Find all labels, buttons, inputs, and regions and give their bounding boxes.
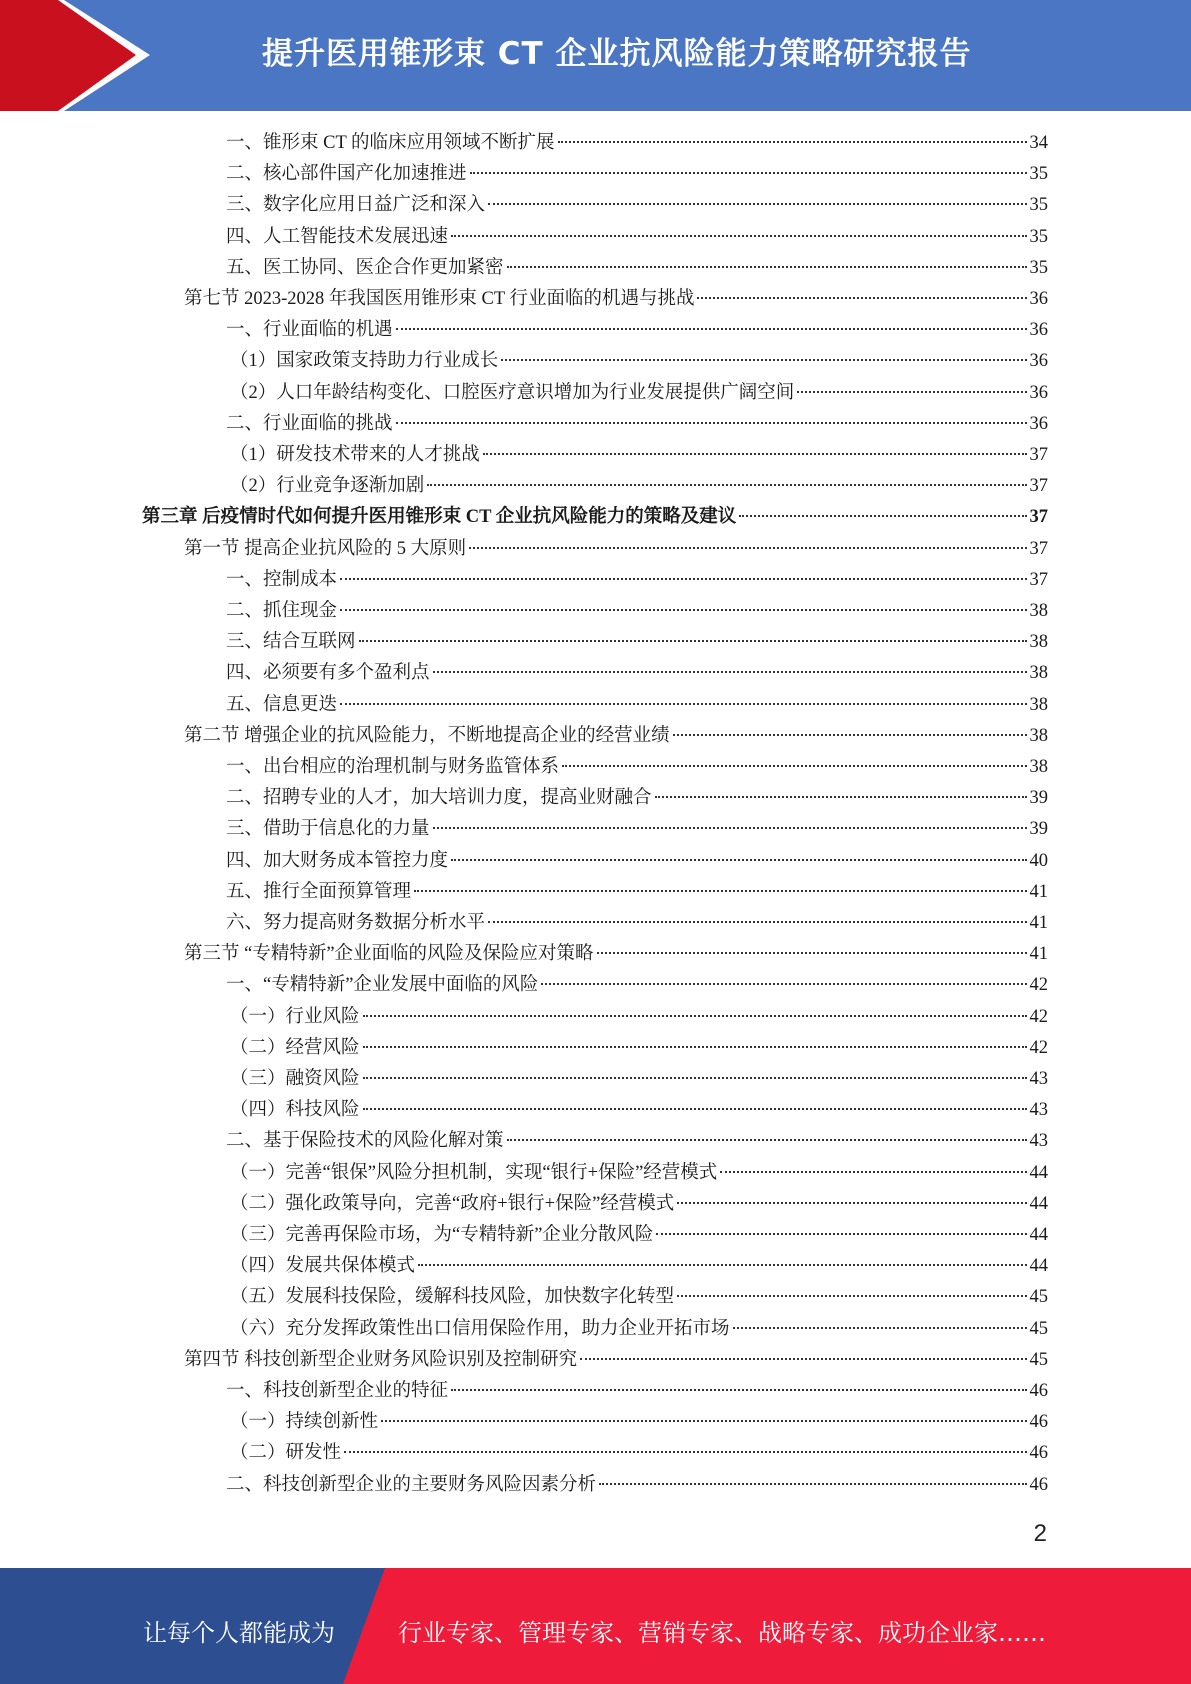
toc-entry-page: 38 (1029, 757, 1048, 777)
toc-entry-label: 五、医工协同、医企合作更加紧密 (226, 257, 504, 278)
toc-entry-page: 36 (1029, 320, 1048, 341)
toc-entry[interactable] (230, 1438, 1048, 1469)
toc-leader-dots (733, 1327, 1027, 1329)
toc-entry-page: 38 (1029, 725, 1048, 746)
toc-entry-label: （一）完善“银保”风险分担机制，实现“银行+保险”经营模式 (230, 1162, 718, 1183)
toc-entry-page: 35 (1029, 226, 1048, 247)
toc-entry[interactable] (230, 1064, 1048, 1095)
toc-entry[interactable] (184, 534, 1048, 565)
toc-entry-page: 37 (1029, 507, 1048, 528)
toc-entry-page: 41 (1029, 944, 1048, 965)
toc-entry[interactable] (226, 128, 1048, 159)
toc-leader-dots (507, 266, 1027, 268)
footer-slogan-right: 行业专家、管理专家、营销专家、战略专家、成功企业家…… (398, 1619, 1046, 1647)
toc-entry[interactable] (226, 1376, 1048, 1407)
toc-entry[interactable] (226, 752, 1048, 783)
toc-leader-dots (381, 1420, 1026, 1422)
toc-entry[interactable] (226, 222, 1048, 253)
toc-entry-label: 二、基于保险技术的风险化解对策 (226, 1131, 504, 1152)
toc-leader-dots (396, 328, 1027, 330)
toc-entry-page: 41 (1029, 881, 1048, 902)
toc-entry-page: 46 (1029, 1381, 1048, 1401)
toc-entry-label: 第三节 “专精特新”企业面临的风险及保险应对策略 (184, 944, 594, 965)
toc-entry[interactable] (230, 1033, 1048, 1064)
toc-entry-label: （二）研发性 (230, 1443, 342, 1464)
toc-leader-dots (677, 1202, 1026, 1204)
toc-entry-label: （1）国家政策支持助力行业成长 (230, 351, 499, 372)
toc-leader-dots (597, 952, 1027, 954)
toc-leader-dots (501, 359, 1026, 361)
toc-entry[interactable] (230, 1251, 1048, 1282)
toc-entry-label: （二）经营风险 (230, 1037, 360, 1058)
toc-leader-dots (418, 1264, 1026, 1266)
toc-leader-dots (673, 734, 1027, 736)
toc-leader-dots (340, 578, 1026, 580)
toc-leader-dots (451, 859, 1026, 861)
toc-entry-label: 四、加大财务成本管控力度 (226, 850, 449, 871)
toc-entry-page: 46 (1029, 1412, 1048, 1433)
toc-entry-page: 34 (1029, 133, 1048, 153)
toc-leader-dots (427, 484, 1026, 486)
toc-entry-label: 三、数字化应用日益广泛和深入 (226, 195, 486, 216)
toc-entry[interactable] (226, 908, 1048, 939)
toc-entry-label: （二）强化政策导向，完善“政府+银行+保险”经营模式 (230, 1193, 675, 1214)
toc-entry-page: 44 (1029, 1256, 1048, 1277)
toc-entry-page: 42 (1029, 1006, 1048, 1027)
toc-entry-page: 37 (1029, 569, 1048, 590)
toc-entry[interactable] (184, 284, 1048, 315)
toc-entry[interactable] (226, 190, 1048, 221)
toc-entry-label: 一、出台相应的治理机制与财务监管体系 (226, 757, 560, 777)
toc-leader-dots (433, 827, 1027, 829)
toc-leader-dots (363, 1046, 1027, 1048)
toc-entry-label: 一、行业面临的机遇 (226, 320, 393, 341)
page-number: 2 (1033, 1520, 1047, 1547)
toc-entry-label: 二、科技创新型企业的主要财务风险因素分析 (226, 1474, 597, 1495)
toc-entry-label: （一）持续创新性 (230, 1412, 379, 1433)
toc-entry[interactable] (230, 1095, 1048, 1126)
toc-entry[interactable] (230, 1407, 1048, 1438)
toc-leader-dots (558, 141, 1027, 143)
toc-entry-label: 一、锥形束 CT 的临床应用领域不断扩展 (226, 133, 555, 153)
toc-leader-dots (363, 1015, 1027, 1017)
toc-leader-dots (739, 515, 1026, 517)
toc-leader-dots (483, 453, 1027, 455)
toc-entry-label: 第七节 2023-2028 年我国医用锥形束 CT 行业面临的机遇与挑战 (184, 289, 695, 309)
toc-entry-label: 四、人工智能技术发展迅速 (226, 226, 449, 247)
toc-entry-label: 第四节 科技创新型企业财务风险识别及控制研究 (184, 1349, 578, 1370)
toc-entry[interactable] (230, 1314, 1048, 1345)
page-header (0, 0, 1191, 111)
toc-leader-dots (488, 921, 1026, 923)
toc-entry-label: 六、努力提高财务数据分析水平 (226, 913, 486, 933)
toc-entry-label: （三）完善再保险市场，为“专精特新”企业分散风险 (230, 1225, 654, 1245)
toc-entry-page: 45 (1029, 1318, 1048, 1339)
toc-entry[interactable] (226, 596, 1048, 627)
toc-entry-label: 三、借助于信息化的力量 (226, 819, 430, 840)
toc-entry-label: 五、推行全面预算管理 (226, 881, 412, 902)
page-footer (0, 1568, 1191, 1684)
toc-entry[interactable] (226, 315, 1048, 346)
report-title: 提升医用锥形束 CT 企业抗风险能力策略研究报告 (262, 36, 972, 72)
toc-leader-dots (562, 765, 1026, 767)
toc-leader-dots (451, 235, 1026, 237)
toc-leader-dots (363, 1108, 1027, 1110)
toc-entry[interactable] (226, 1126, 1048, 1157)
toc-entry-label: 二、核心部件国产化加速推进 (226, 164, 467, 185)
toc-leader-dots (541, 983, 1026, 985)
toc-entry-label: （三）融资风险 (230, 1069, 360, 1089)
toc-entry-label: （2）行业竞争逐渐加剧 (230, 476, 425, 497)
toc-entry-page: 35 (1029, 257, 1048, 278)
toc-entry-label: 五、信息更迭 (226, 694, 338, 715)
toc-entry-page: 44 (1029, 1193, 1048, 1214)
toc-entry[interactable] (230, 440, 1048, 471)
toc-entry-page: 36 (1029, 382, 1048, 403)
toc-entry[interactable] (226, 970, 1048, 1001)
toc-leader-dots (363, 1077, 1027, 1079)
toc-entry-page: 37 (1029, 445, 1048, 465)
toc-entry-page: 37 (1029, 476, 1048, 497)
toc-entry-page: 38 (1029, 632, 1048, 653)
toc-entry-page: 45 (1029, 1287, 1048, 1308)
toc-leader-dots (344, 1451, 1026, 1453)
toc-entry[interactable] (184, 721, 1048, 752)
toc-entry[interactable] (230, 346, 1048, 377)
toc-entry-page: 44 (1029, 1162, 1048, 1183)
toc-entry-page: 40 (1029, 850, 1048, 871)
toc-entry-label: 二、抓住现金 (226, 601, 338, 621)
toc-leader-dots (720, 1171, 1026, 1173)
toc-leader-dots (340, 703, 1026, 705)
toc-entry-page: 36 (1029, 351, 1048, 372)
toc-leader-dots (433, 671, 1027, 673)
toc-entry[interactable] (226, 658, 1048, 689)
toc-entry-page: 36 (1029, 289, 1048, 309)
toc-entry[interactable] (142, 502, 1048, 533)
toc-leader-dots (488, 203, 1026, 205)
footer-slogan-left: 让每个人都能成为 (143, 1619, 335, 1647)
toc-entry-page: 37 (1029, 538, 1048, 559)
toc-entry[interactable] (226, 627, 1048, 658)
toc-entry-label: （五）发展科技保险，缓解科技风险，加快数字化转型 (230, 1287, 675, 1308)
toc-entry[interactable] (226, 690, 1048, 721)
toc-leader-dots (396, 422, 1027, 424)
toc-entry-page: 44 (1029, 1225, 1048, 1245)
toc-leader-dots (697, 297, 1026, 299)
toc-leader-dots (414, 890, 1026, 892)
toc-entry-label: 第三章 后疫情时代如何提升医用锥形束 CT 企业抗风险能力的策略及建议 (142, 507, 737, 528)
toc-entry-page: 35 (1029, 195, 1048, 216)
toc-entry-page: 39 (1029, 788, 1048, 809)
toc-leader-dots (469, 547, 1026, 549)
toc-entry[interactable] (226, 565, 1048, 596)
toc-entry-page: 46 (1029, 1474, 1048, 1495)
toc-entry[interactable] (230, 1282, 1048, 1313)
toc-leader-dots (656, 1233, 1026, 1235)
toc-entry[interactable] (226, 846, 1048, 877)
toc-entry-page: 43 (1029, 1100, 1048, 1121)
toc-entry-label: 一、科技创新型企业的特征 (226, 1381, 449, 1401)
toc-entry[interactable] (230, 1002, 1048, 1033)
toc-entry-label: （四）发展共保体模式 (230, 1256, 416, 1277)
toc-leader-dots (655, 796, 1027, 798)
toc-entry-page: 39 (1029, 819, 1048, 840)
toc-leader-dots (359, 640, 1027, 642)
toc-entry[interactable] (184, 939, 1048, 970)
toc-entry-page: 38 (1029, 663, 1048, 684)
toc-entry-label: （四）科技风险 (230, 1100, 360, 1121)
toc-leader-dots (451, 1389, 1026, 1391)
toc-leader-dots (677, 1295, 1026, 1297)
toc-leader-dots (797, 391, 1026, 393)
toc-entry-page: 36 (1029, 413, 1048, 434)
toc-leader-dots (507, 1139, 1027, 1141)
toc-entry-label: 二、招聘专业的人才，加大培训力度，提高业财融合 (226, 788, 652, 809)
toc-entry-label: 三、结合互联网 (226, 632, 356, 653)
toc-entry[interactable] (226, 783, 1048, 814)
toc-entry-label: 一、“专精特新”企业发展中面临的风险 (226, 975, 539, 996)
toc-entry-page: 41 (1029, 913, 1048, 933)
toc-leader-dots (580, 1358, 1026, 1360)
toc-entry[interactable] (230, 1189, 1048, 1220)
toc-entry[interactable] (230, 471, 1048, 502)
toc-entry-label: 第一节 提高企业抗风险的 5 大原则 (184, 538, 467, 559)
toc-entry-page: 42 (1029, 975, 1048, 996)
toc-leader-dots (340, 609, 1026, 611)
toc-leader-dots (470, 172, 1027, 174)
toc-leader-dots (599, 1483, 1026, 1485)
toc-entry-page: 46 (1029, 1443, 1048, 1464)
toc-entry[interactable] (226, 159, 1048, 190)
toc-entry-label: （2）人口年龄结构变化、口腔医疗意识增加为行业发展提供广阔空间 (230, 382, 795, 403)
toc-entry[interactable] (226, 814, 1048, 845)
toc-entry[interactable] (226, 253, 1048, 284)
toc-entry[interactable] (230, 1158, 1048, 1189)
toc-entry-label: 四、必须要有多个盈利点 (226, 663, 430, 684)
toc-entry-label: （六）充分发挥政策性出口信用保险作用，助力企业开拓市场 (230, 1318, 730, 1339)
toc-entry[interactable] (184, 1345, 1048, 1376)
toc-entry[interactable] (226, 877, 1048, 908)
toc-entry-label: （一）行业风险 (230, 1006, 360, 1027)
toc-entry-page: 43 (1029, 1131, 1048, 1152)
toc-entry[interactable] (226, 409, 1048, 440)
toc-entry-page: 45 (1029, 1349, 1048, 1370)
toc-entry[interactable] (230, 1220, 1048, 1251)
toc-entry[interactable] (226, 1470, 1048, 1501)
toc-entry-page: 38 (1029, 694, 1048, 715)
toc-entry-label: 第二节 增强企业的抗风险能力，不断地提高企业的经营业绩 (184, 725, 670, 746)
toc-entry-label: 二、行业面临的挑战 (226, 413, 393, 434)
toc-entry-label: 一、控制成本 (226, 569, 338, 590)
toc-entry-page: 43 (1029, 1069, 1048, 1089)
toc-entry-page: 38 (1029, 601, 1048, 621)
toc-entry-page: 35 (1029, 164, 1048, 185)
toc-entry-label: （1）研发技术带来的人才挑战 (230, 445, 480, 465)
toc-entry-page: 42 (1029, 1037, 1048, 1058)
toc-entry[interactable] (230, 378, 1048, 409)
